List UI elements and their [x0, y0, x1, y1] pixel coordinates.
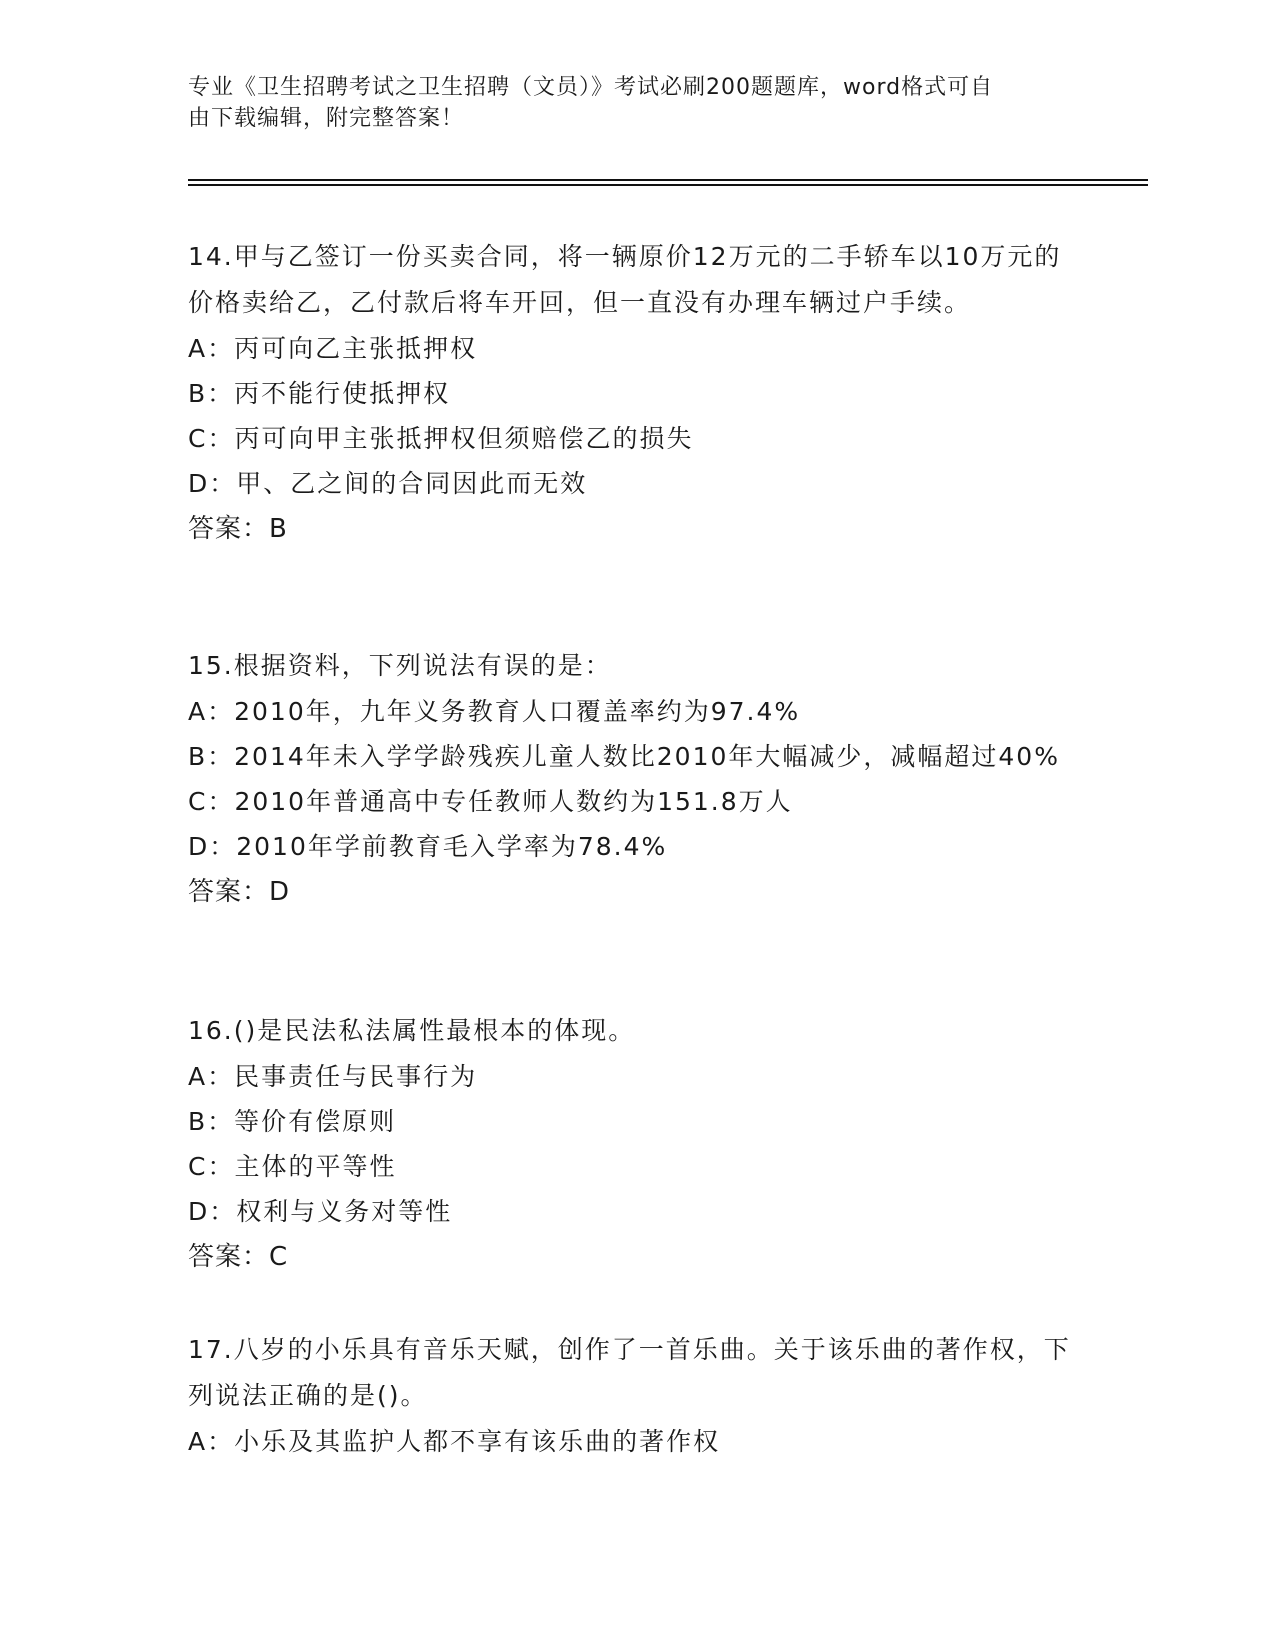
- option-a: A：小乐及其监护人都不享有该乐曲的著作权: [188, 1427, 721, 1456]
- option-a: A：丙可向乙主张抵押权: [188, 334, 478, 363]
- question-stem: 16.()是民法私法属性最根本的体现。: [188, 1016, 636, 1045]
- option-c: C：丙可向甲主张抵押权但须赔偿乙的损失: [188, 424, 694, 453]
- option-b: B：2014年未入学学龄残疾儿童人数比2010年大幅减少，减幅超过40%: [188, 742, 1060, 771]
- header-divider-bottom: [188, 184, 1148, 186]
- option-d: D：权利与义务对等性: [188, 1197, 453, 1226]
- question-14: [188, 234, 1078, 552]
- answer: 答案：C: [188, 1242, 289, 1272]
- question-stem: 14.甲与乙签订一份买卖合同，将一辆原价12万元的二手轿车以10万元的价格卖给乙，乙付款后将车开回，但一直没有办理车辆过户手续。: [188, 242, 1062, 317]
- option-b: B：等价有偿原则: [188, 1107, 397, 1136]
- option-a: A：2010年，九年义务教育人口覆盖率约为97.4%: [188, 697, 801, 726]
- option-c: C：主体的平等性: [188, 1152, 397, 1181]
- question-stem: 17.八岁的小乐具有音乐天赋，创作了一首乐曲。关于该乐曲的著作权，下列说法正确的是()。: [188, 1335, 1071, 1410]
- question-17: [188, 1327, 1078, 1464]
- question-stem: 15.根据资料，下列说法有误的是：: [188, 651, 612, 680]
- document-header: [188, 72, 1068, 134]
- header-line-2: 由下载编辑，附完整答案！: [188, 106, 465, 131]
- header-line-1: 专业《卫生招聘考试之卫生招聘（文员）》考试必刷200题题库，word格式可自: [188, 75, 994, 100]
- option-d: D：甲、乙之间的合同因此而无效: [188, 469, 588, 498]
- option-d: D：2010年学前教育毛入学率为78.4%: [188, 832, 668, 861]
- question-16: [188, 1008, 1078, 1280]
- option-c: C：2010年普通高中专任教师人数约为151.8万人: [188, 787, 793, 816]
- answer: 答案：B: [188, 514, 288, 544]
- answer: 答案：D: [188, 877, 291, 907]
- header-divider-top: [188, 179, 1148, 181]
- option-a: A：民事责任与民事行为: [188, 1062, 478, 1091]
- option-b: B：丙不能行使抵押权: [188, 379, 451, 408]
- question-15: [188, 643, 1078, 915]
